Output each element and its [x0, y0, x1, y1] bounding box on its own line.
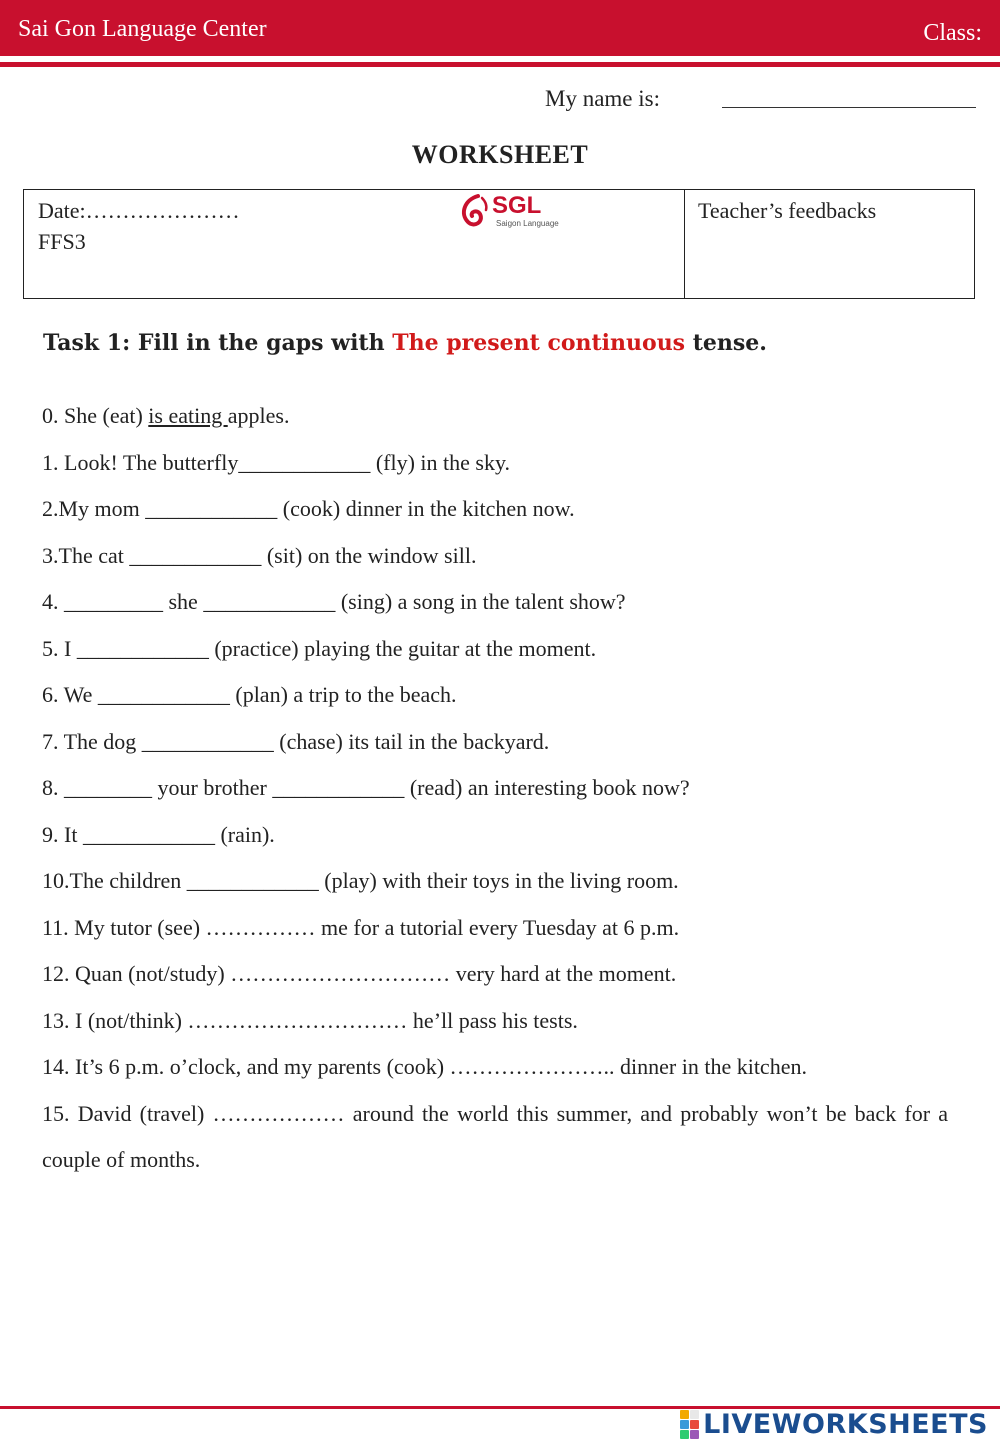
- exercise-list: [42, 393, 948, 1184]
- info-box: [23, 189, 975, 299]
- question-13[interactable]: 13. I (not/think) ………………………… he’ll pass his tests.: [42, 1007, 578, 1033]
- box-divider: [684, 190, 685, 298]
- example-end: apples.: [227, 403, 290, 428]
- header-bar: [0, 0, 1000, 56]
- question-5[interactable]: 5. I ____________ (practice) playing the guitar at the moment.: [42, 635, 597, 661]
- task-prefix: Task 1: Fill in the gaps with: [43, 330, 393, 356]
- example-answer: is eating: [148, 403, 228, 428]
- sgl-swirl-icon: [456, 192, 492, 232]
- logo-tagline: Saigon Language: [496, 219, 559, 228]
- question-12[interactable]: 12. Quan (not/study) ………………………… very hard at the moment.: [42, 961, 677, 986]
- liveworksheets-grid-icon: [680, 1410, 699, 1439]
- question-10[interactable]: 10.The children ____________ (play) with their toys in the living room.: [42, 868, 679, 893]
- name-blank[interactable]: [722, 107, 976, 108]
- example-item: [42, 393, 948, 440]
- center-name: Sai Gon Language Center: [18, 16, 267, 42]
- question-4[interactable]: 4. _________ she ____________ (sing) a song in the talent show?: [42, 589, 626, 614]
- course-code: FFS3: [38, 229, 86, 254]
- question-15[interactable]: 15. David (travel) ……………… around the world this summer, and probably won’t be back for a couple of months.: [42, 1100, 948, 1172]
- question-6[interactable]: 6. We ____________ (plan) a trip to the beach.: [42, 682, 457, 707]
- question-2[interactable]: 2.My mom ____________ (cook) dinner in the kitchen now.: [42, 496, 575, 521]
- logo-text: SGL: [492, 192, 542, 219]
- liveworksheets-wordmark: LIVEWORKSHEETS: [703, 1408, 988, 1440]
- task-heading: [43, 330, 767, 356]
- question-7[interactable]: 7. The dog ____________ (chase) its tail in the backyard.: [42, 728, 550, 754]
- name-label: My name is:: [545, 86, 660, 111]
- class-label: Class:: [923, 20, 982, 46]
- feedback-label: Teacher’s feedbacks: [698, 198, 877, 223]
- task-suffix: tense.: [685, 330, 767, 356]
- question-11[interactable]: 11. My tutor (see) …………… me for a tutorial every Tuesday at 6 p.m.: [42, 914, 680, 940]
- page-title: WORKSHEET: [411, 140, 589, 169]
- date-label: Date:…………………: [38, 198, 240, 223]
- question-14[interactable]: 14. It’s 6 p.m. o’clock, and my parents (cook) ………………….. dinner in the kitchen.: [42, 1054, 807, 1079]
- question-8[interactable]: 8. ________ your brother ____________ (read) an interesting book now?: [42, 775, 690, 800]
- header-rule: [0, 62, 1000, 67]
- sgl-logo: [456, 192, 559, 232]
- question-3[interactable]: 3.The cat ____________ (sit) on the window sill.: [42, 542, 477, 568]
- example-start: 0. She (eat): [42, 403, 149, 428]
- question-9[interactable]: 9. It ____________ (rain).: [42, 821, 275, 847]
- task-highlight: The present continuous: [392, 330, 686, 356]
- liveworksheets-logo: [680, 1407, 988, 1441]
- question-1[interactable]: 1. Look! The butterfly____________ (fly) in the sky.: [42, 449, 511, 475]
